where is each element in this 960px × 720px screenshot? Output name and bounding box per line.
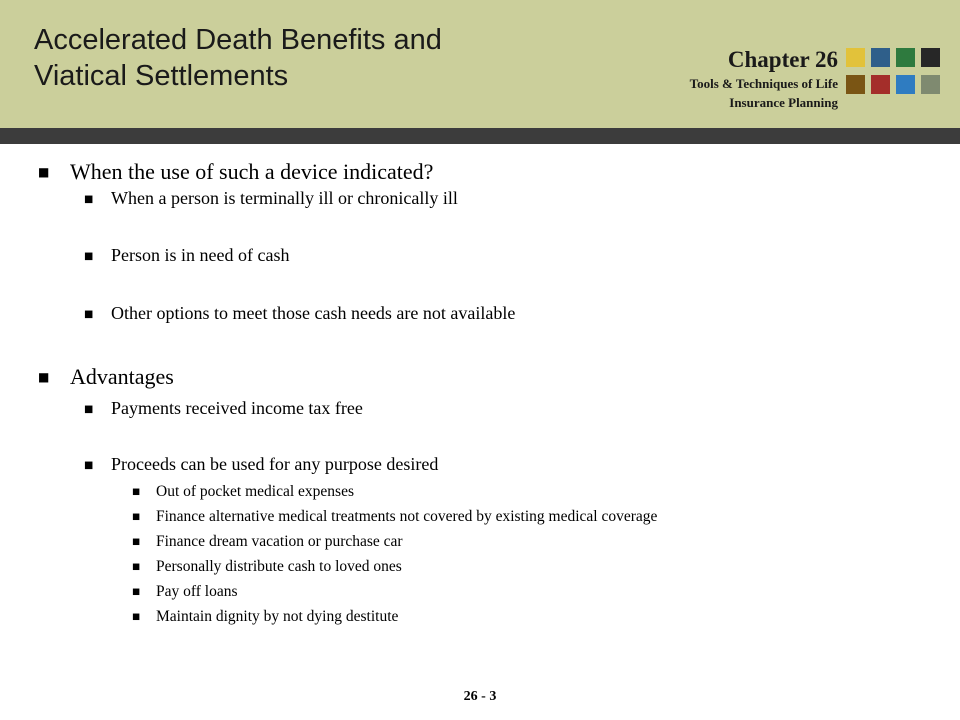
square-bullet-icon: ■ xyxy=(132,612,141,623)
swatch-brown xyxy=(846,75,865,94)
square-bullet-icon: ■ xyxy=(132,512,141,523)
title-line-2: Viatical Settlements xyxy=(34,60,289,92)
bullet-text: Out of pocket medical expenses xyxy=(156,483,354,500)
square-bullet-icon: ■ xyxy=(38,165,50,180)
bullet-level2 xyxy=(84,301,515,327)
bullet-level3 xyxy=(132,507,657,527)
chapter-label xyxy=(690,46,838,112)
bullet-text: Pay off loans xyxy=(156,583,238,600)
square-bullet-icon: ■ xyxy=(84,308,94,320)
bullet-text: Person is in need of cash xyxy=(111,245,290,265)
square-bullet-icon: ■ xyxy=(84,403,94,415)
bullet-level1 xyxy=(38,363,174,391)
bullet-level2 xyxy=(84,243,289,269)
slide-title xyxy=(34,22,594,94)
chapter-subtitle-1: Tools & Techniques of Life xyxy=(689,76,838,91)
bullet-text: Other options to meet those cash needs are not available xyxy=(111,303,516,323)
square-bullet-icon: ■ xyxy=(84,193,94,205)
bullet-text: Finance dream vacation or purchase car xyxy=(156,533,403,550)
chapter-number: Chapter 26 xyxy=(727,47,838,72)
swatch-light-blue xyxy=(896,75,915,94)
square-bullet-icon: ■ xyxy=(84,459,94,471)
bullet-text: Advantages xyxy=(70,364,174,389)
header-band xyxy=(0,0,960,128)
bullet-level2 xyxy=(84,396,363,422)
header-divider xyxy=(0,128,960,144)
swatch-red xyxy=(871,75,890,94)
page-number: 26 - 3 xyxy=(463,689,497,704)
color-swatch-grid xyxy=(846,48,942,96)
square-bullet-icon: ■ xyxy=(84,250,94,262)
bullet-text: Personally distribute cash to loved ones xyxy=(156,558,402,575)
bullet-level3 xyxy=(132,532,403,552)
bullet-level3 xyxy=(132,482,354,502)
swatch-yellow xyxy=(846,48,865,67)
bullet-level1 xyxy=(38,158,433,186)
square-bullet-icon: ■ xyxy=(132,537,141,548)
bullet-level2 xyxy=(84,452,438,478)
bullet-text: Payments received income tax free xyxy=(111,398,363,418)
bullet-text: When a person is terminally ill or chronically ill xyxy=(111,188,458,208)
square-bullet-icon: ■ xyxy=(132,587,141,598)
square-bullet-icon: ■ xyxy=(38,370,50,385)
bullet-level2 xyxy=(84,186,458,212)
swatch-gray-green xyxy=(921,75,940,94)
square-bullet-icon: ■ xyxy=(132,562,141,573)
swatch-blue xyxy=(871,48,890,67)
bullet-text: Proceeds can be used for any purpose desired xyxy=(111,454,439,474)
bullet-level3 xyxy=(132,557,402,577)
title-line-1: Accelerated Death Benefits and xyxy=(34,24,442,56)
bullet-level3 xyxy=(132,607,398,627)
square-bullet-icon: ■ xyxy=(132,487,141,498)
bullet-level3 xyxy=(132,582,238,602)
bullet-text: When the use of such a device indicated? xyxy=(70,159,434,184)
chapter-subtitle-2: Insurance Planning xyxy=(729,95,838,110)
bullet-text: Finance alternative medical treatments not covered by existing medical coverage xyxy=(156,508,658,525)
bullet-text: Maintain dignity by not dying destitute xyxy=(156,608,399,625)
swatch-green xyxy=(896,48,915,67)
swatch-black xyxy=(921,48,940,67)
